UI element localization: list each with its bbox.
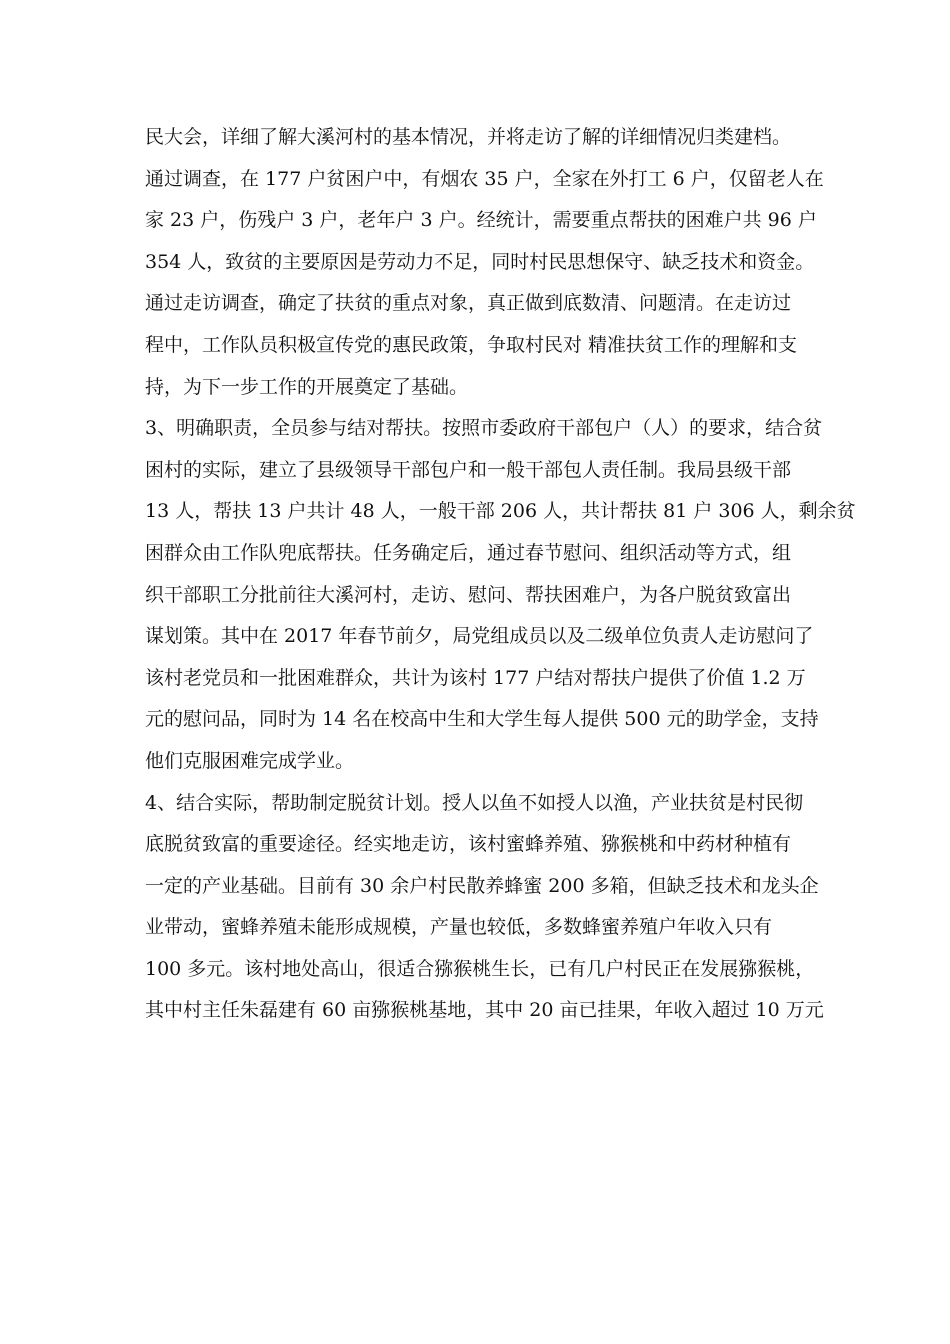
text-line: 通过走访调查，确定了扶贫的重点对象，真正做到底数清、问题清。在走访过: [145, 292, 792, 315]
text-line: 民大会，详细了解大溪河村的基本情况，并将走访了解的详细情况归类建档。: [145, 126, 792, 148]
text-line: 程中，工作队员积极宣传党的惠民政策，争取村民对 精准扶贫工作的理解和支: [145, 333, 798, 356]
section-heading-line: 3、明确职责，全员参与结对帮扶。按照市委政府干部包户（人）的要求，结合贫: [145, 417, 823, 440]
text-line: 100 多元。该村地处高山，很适合猕猴桃生长，已有几户村民正在发展猕猴桃，: [145, 957, 815, 980]
text-line: 困群众由工作队兜底帮扶。任务确定后，通过春节慰问、组织活动等方式，组: [145, 541, 792, 564]
text-line: 一定的产业基础。目前有 30 余户村民散养蜂蜜 200 多箱，但缺乏技术和龙头企: [145, 874, 819, 897]
text-line: 他们克服困难完成学业。: [145, 749, 355, 772]
text-line: 家 23 户，伤残户 3 户，老年户 3 户。经统计，需要重点帮扶的困难户共 96 户: [145, 209, 817, 232]
text-line: 该村老党员和一批困难群众，共计为该村 177 户结对帮扶户提供了价值 1.2 万: [145, 666, 806, 689]
body-text: [145, 117, 856, 1032]
text-line: 困村的实际，建立了县级领导干部包户和一般干部包人责任制。我局县级干部: [145, 458, 792, 481]
text-line: 业带动，蜜蜂养殖未能形成规模，产量也较低，多数蜂蜜养殖户年收入只有: [145, 916, 773, 939]
text-line: 底脱贫致富的重要途径。经实地走访，该村蜜蜂养殖、猕猴桃和中药材种植有: [145, 833, 792, 856]
text-line: 通过调查，在 177 户贫困户中，有烟农 35 户，全家在外打工 6 户，仅留老人在: [145, 167, 824, 190]
text-line: 元的慰问品，同时为 14 名在校高中生和大学生每人提供 500 元的助学金，支持: [145, 708, 819, 731]
text-line: 13 人，帮扶 13 户共计 48 人，一般干部 206 人，共计帮扶 81 户 306 人，剩余贫: [145, 500, 856, 523]
text-line: 谋划策。其中在 2017 年春节前夕，局党组成员以及二级单位负责人走访慰问了: [145, 625, 814, 648]
text-line: 其中村主任朱磊建有 60 亩猕猴桃基地，其中 20 亩已挂果，年收入超过 10 万元: [145, 999, 824, 1022]
text-line: 354 人，致贫的主要原因是劳动力不足，同时村民思想保守、缺乏技术和资金。: [145, 250, 815, 273]
section-heading-line: 4、结合实际，帮助制定脱贫计划。授人以鱼不如授人以渔，产业扶贫是村民彻: [145, 791, 804, 814]
text-line: 持，为下一步工作的开展奠定了基础。: [145, 375, 469, 398]
text-line: 织干部职工分批前往大溪河村，走访、慰问、帮扶困难户，为各户脱贫致富出: [145, 583, 792, 606]
